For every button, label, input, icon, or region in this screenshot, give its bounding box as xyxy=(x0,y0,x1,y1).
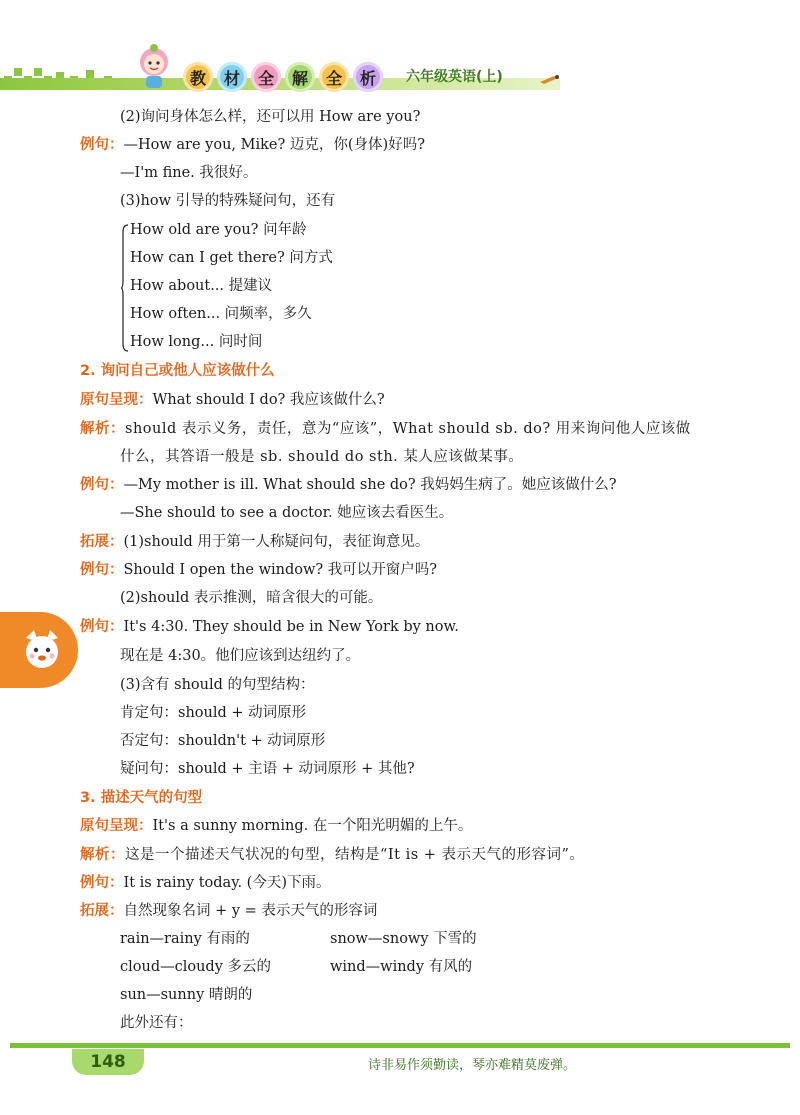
title-char: 材 xyxy=(217,62,247,92)
example-label: 例句： xyxy=(80,562,124,578)
analysis-label: 解析： xyxy=(80,847,125,863)
line-text: 自然现象名词 + y = 表示天气的形容词 xyxy=(123,903,378,919)
extension-label: 拓展： xyxy=(80,534,124,550)
line-text: 这是一个描述天气状况的句型，结构是“It is + 表示天气的形容词”。 xyxy=(125,847,585,863)
example-label: 例句： xyxy=(80,875,124,891)
text-line: 现在是 4:30。他们应该到达纽约了。 xyxy=(120,648,361,664)
title-char: 全 xyxy=(319,62,349,92)
text-line: 否定句：shouldn't + 动词原形 xyxy=(120,733,326,749)
section-heading: 3. 描述天气的句型 xyxy=(80,790,203,806)
title-char: 教 xyxy=(183,62,213,92)
footer-divider xyxy=(10,1043,790,1048)
page-number-badge xyxy=(72,1049,144,1075)
side-tab xyxy=(0,612,78,688)
line-text: It's a sunny morning. 在一个阳光明媚的上午。 xyxy=(152,818,473,834)
analysis-label: 解析： xyxy=(80,421,125,437)
page-header xyxy=(0,0,800,100)
line-text: (1)should 用于第一人称疑问句，表征询意见。 xyxy=(123,534,430,550)
text-line: How long... 问时间 xyxy=(130,334,263,350)
example-label: 例句： xyxy=(80,137,124,153)
word-pair: wind—windy 有风的 xyxy=(330,959,473,975)
example-line xyxy=(80,135,425,155)
line-text: Should I open the window? 我可以开窗户吗? xyxy=(123,562,438,578)
text-line: —She should to see a doctor. 她应该去看医生。 xyxy=(120,505,454,521)
example-line xyxy=(80,617,459,637)
word-pair: sun—sunny 晴朗的 xyxy=(120,987,253,1003)
line-text: should 表示义务，责任，意为“应该”，What should sb. do? 用来询问他人应该做 xyxy=(125,421,691,437)
text-line: (3)how 引导的特殊疑问句，还有 xyxy=(120,193,336,209)
pen-icon xyxy=(540,74,560,84)
text-line: (2)should 表示推测，暗含很大的可能。 xyxy=(120,590,383,606)
page-number: 148 xyxy=(90,1052,126,1072)
text-line: —I'm fine. 我很好。 xyxy=(120,165,258,181)
example-line xyxy=(80,560,437,580)
text-line: 疑问句：should + 主语 + 动词原形 + 其他? xyxy=(120,761,415,777)
line-text: It's 4:30. They should be in New York by now. xyxy=(123,619,459,635)
original-sentence-label: 原句呈现： xyxy=(80,818,153,834)
line-text: —My mother is ill. What should she do? 我妈妈生病了。她应该做什么? xyxy=(123,477,617,493)
original-sentence-label: 原句呈现： xyxy=(80,392,153,408)
section-heading: 2. 询问自己或他人应该做什么 xyxy=(80,363,275,379)
grade-label: 六年级英语(上) xyxy=(406,69,503,85)
line-text: What should I do? 我应该做什么? xyxy=(152,392,385,408)
original-sentence-line xyxy=(80,390,385,410)
text-line: How often... 问频率，多久 xyxy=(130,306,312,322)
example-line xyxy=(80,873,331,893)
title-char: 解 xyxy=(285,62,315,92)
girl-mascot-icon xyxy=(130,42,178,90)
line-text: —How are you, Mike? 迈克，你(身体)好吗? xyxy=(123,137,425,153)
extension-label: 拓展： xyxy=(80,903,124,919)
book-title xyxy=(183,62,383,92)
fox-mascot-icon xyxy=(20,628,64,672)
word-pair: cloud—cloudy 多云的 xyxy=(120,959,272,975)
word-pair: snow—snowy 下雪的 xyxy=(330,931,477,947)
word-pair: rain—rainy 有雨的 xyxy=(120,931,250,947)
text-line: 什么，其答语一般是 sb. should do sth. 某人应该做某事。 xyxy=(120,449,524,465)
text-line: How can I get there? 问方式 xyxy=(130,250,333,266)
text-line: How old are you? 问年龄 xyxy=(130,222,307,238)
line-text: It is rainy today. (今天)下雨。 xyxy=(123,875,331,891)
example-label: 例句： xyxy=(80,619,124,635)
extension-line xyxy=(80,532,429,552)
text-line: (2)询问身体怎么样，还可以用 How are you? xyxy=(120,109,421,125)
analysis-line xyxy=(80,419,691,439)
original-sentence-line xyxy=(80,816,472,836)
analysis-line xyxy=(80,845,584,865)
title-char: 全 xyxy=(251,62,281,92)
text-line: 肯定句：should + 动词原形 xyxy=(120,705,307,721)
brace-icon xyxy=(121,224,129,352)
example-line xyxy=(80,475,617,495)
text-line: (3)含有 should 的句型结构： xyxy=(120,677,315,693)
title-char: 析 xyxy=(353,62,383,92)
extension-line xyxy=(80,901,377,921)
text-line: 此外还有： xyxy=(120,1015,193,1031)
example-label: 例句： xyxy=(80,477,124,493)
footer-motto: 诗非易作须勤读，琴亦难精莫废弹。 xyxy=(368,1058,577,1073)
text-line: How about... 提建议 xyxy=(130,278,273,294)
